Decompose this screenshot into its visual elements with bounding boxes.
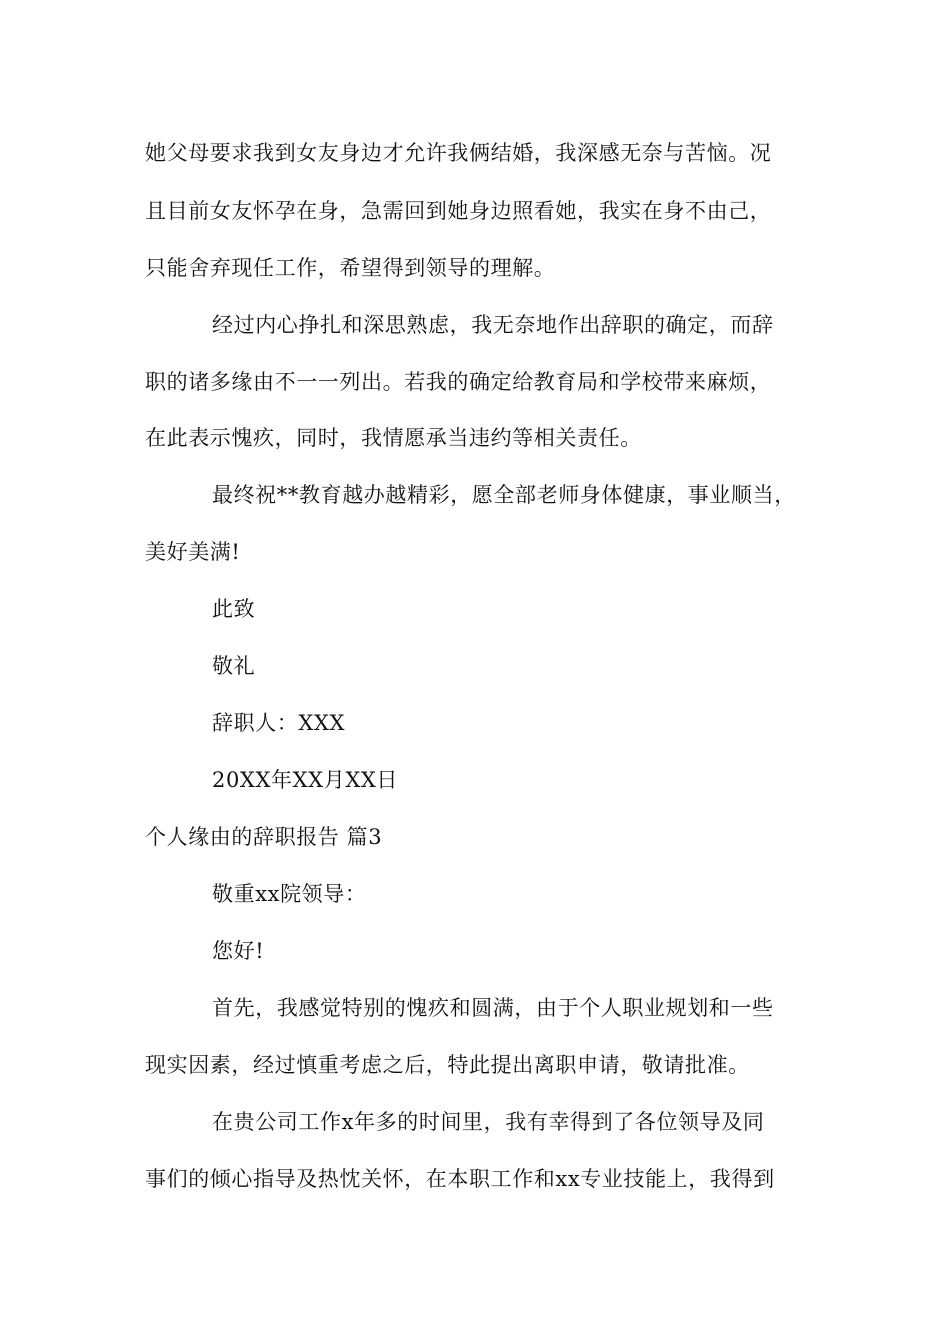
signature-line: 辞职人：XXX — [212, 711, 346, 735]
greeting-line: 您好! — [212, 939, 265, 963]
salutation-line: 敬重xx院领导： — [212, 882, 367, 906]
date-line: 20XX年XX月XX日 — [212, 768, 399, 792]
paragraph-line: 只能舍弃现任工作，希望得到领导的理解。 — [145, 256, 556, 280]
paragraph-line: 经过内心挣扎和深思熟虑，我无奈地作出辞职的确定，而辞 — [212, 313, 774, 337]
paragraph-line: 职的诸多缘由不一一列出。若我的确定给教育局和学校带来麻烦， — [145, 370, 772, 394]
closing-line: 敬礼 — [212, 654, 256, 678]
paragraph-line: 且目前女友怀孕在身，急需回到她身边照看她，我实在身不由己， — [145, 199, 772, 223]
paragraph-line: 首先，我感觉特别的愧疚和圆满，由于个人职业规划和一些 — [212, 996, 774, 1020]
paragraph-line: 最终祝**教育越办越精彩，愿全部老师身体健康，事业顺当， — [212, 483, 796, 507]
paragraph-line: 事们的倾心指导及热忱关怀，在本职工作和xx专业技能上，我得到 — [145, 1167, 775, 1191]
paragraph-line: 现实因素，经过慎重考虑之后，特此提出离职申请，敬请批准。 — [145, 1053, 750, 1077]
paragraph-line: 在此表示愧疚，同时，我情愿承当违约等相关责任。 — [145, 426, 642, 450]
paragraph-line: 美好美满! — [145, 540, 241, 564]
paragraph-line: 在贵公司工作x年多的时间里，我有幸得到了各位领导及同 — [212, 1110, 765, 1134]
closing-line: 此致 — [212, 597, 256, 621]
section-heading: 个人缘由的辞职报告 篇3 — [145, 825, 383, 849]
paragraph-line: 她父母要求我到女友身边才允许我俩结婚，我深感无奈与苦恼。况 — [145, 141, 772, 165]
